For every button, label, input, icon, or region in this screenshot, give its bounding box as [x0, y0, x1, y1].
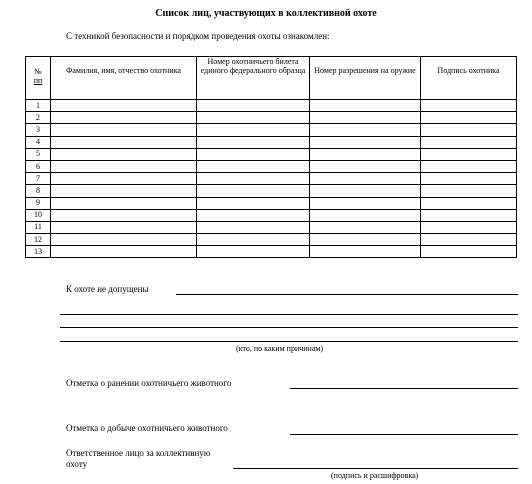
catch-mark-line: [290, 434, 518, 435]
name-cell: [51, 246, 197, 258]
row-number: 1: [26, 100, 51, 112]
table-row: [26, 160, 517, 172]
row-number: 12: [26, 234, 51, 246]
permit-cell: [310, 246, 421, 258]
ticket-cell: [197, 148, 310, 160]
signature-cell: [421, 246, 517, 258]
name-cell: [51, 112, 197, 124]
ticket-cell: [197, 124, 310, 136]
name-cell: [51, 234, 197, 246]
name-cell: [51, 173, 197, 185]
permit-cell: [310, 197, 421, 209]
header-signature: Подпись охотника: [421, 57, 517, 100]
table-row: [26, 221, 517, 233]
permit-cell: [310, 234, 421, 246]
name-cell: [51, 185, 197, 197]
document-title: Список лиц, участвующих в коллективной охоте: [155, 8, 377, 19]
header-full-name: Фамилия, имя, отчество охотника: [51, 57, 197, 100]
row-number: 5: [26, 148, 51, 160]
signature-cell: [421, 173, 517, 185]
signature-cell: [421, 124, 517, 136]
table-row: [26, 100, 517, 112]
header-hunting-ticket: Номер охотничьего билета единого федерального образца: [197, 57, 310, 100]
participants-table: [25, 56, 517, 258]
responsible-signature-line: [233, 468, 518, 469]
permit-cell: [310, 160, 421, 172]
ticket-cell: [197, 185, 310, 197]
signature-cell: [421, 185, 517, 197]
safety-acknowledgement: С техникой безопасности и порядком проведения охоты ознакомлен:: [66, 31, 330, 41]
name-cell: [51, 136, 197, 148]
table-row: [26, 234, 517, 246]
permit-cell: [310, 136, 421, 148]
row-number: 3: [26, 124, 51, 136]
catch-mark-label: Отметка о добыче охотничьего животного: [66, 423, 228, 433]
signature-cell: [421, 160, 517, 172]
responsible-person-label: Ответственное лицо за коллективную охоту: [66, 448, 211, 469]
signature-cell: [421, 136, 517, 148]
table-row: [26, 209, 517, 221]
name-cell: [51, 124, 197, 136]
name-cell: [51, 100, 197, 112]
wound-mark-label: Отметка о ранении охотничьего животного: [66, 378, 232, 388]
permit-cell: [310, 209, 421, 221]
row-number: 4: [26, 136, 51, 148]
permit-cell: [310, 148, 421, 160]
table-row: [26, 136, 517, 148]
signature-cell: [421, 209, 517, 221]
signature-cell: [421, 234, 517, 246]
wound-mark-line: [290, 388, 518, 389]
row-number: 10: [26, 209, 51, 221]
ticket-cell: [197, 246, 310, 258]
ticket-cell: [197, 209, 310, 221]
name-cell: [51, 160, 197, 172]
signature-cell: [421, 197, 517, 209]
ticket-cell: [197, 221, 310, 233]
header-weapon-permit: Номер разрешения на оружие: [310, 57, 421, 100]
row-number: 7: [26, 173, 51, 185]
table-header-row: [26, 57, 517, 100]
name-cell: [51, 148, 197, 160]
not-admitted-label: К охоте не допущены: [66, 284, 149, 294]
signature-cell: [421, 148, 517, 160]
permit-cell: [310, 112, 421, 124]
table-row: [26, 148, 517, 160]
header-pp: пп: [33, 76, 43, 85]
signature-cell: [421, 112, 517, 124]
row-number: 6: [26, 160, 51, 172]
header-number-sign: №: [34, 67, 42, 76]
header-row-number: [26, 57, 51, 100]
signature-cell: [421, 221, 517, 233]
permit-cell: [310, 124, 421, 136]
table-row: [26, 112, 517, 124]
not-admitted-line-3: [60, 327, 518, 328]
row-number: 13: [26, 246, 51, 258]
ticket-cell: [197, 136, 310, 148]
not-admitted-caption: (кто, по каким причинам): [236, 344, 324, 353]
table-row: [26, 197, 517, 209]
permit-cell: [310, 221, 421, 233]
row-number: 9: [26, 197, 51, 209]
ticket-cell: [197, 173, 310, 185]
table-row: [26, 173, 517, 185]
table-row: [26, 124, 517, 136]
permit-cell: [310, 173, 421, 185]
row-number: 2: [26, 112, 51, 124]
permit-cell: [310, 100, 421, 112]
table-row: [26, 185, 517, 197]
ticket-cell: [197, 234, 310, 246]
table-row: [26, 246, 517, 258]
ticket-cell: [197, 100, 310, 112]
permit-cell: [310, 185, 421, 197]
ticket-cell: [197, 112, 310, 124]
name-cell: [51, 197, 197, 209]
not-admitted-line-4: [60, 341, 518, 342]
responsible-signature-caption: (подпись и расшифровка): [331, 471, 419, 480]
ticket-cell: [197, 160, 310, 172]
name-cell: [51, 209, 197, 221]
signature-cell: [421, 100, 517, 112]
not-admitted-line-2: [60, 314, 518, 315]
name-cell: [51, 221, 197, 233]
row-number: 11: [26, 221, 51, 233]
ticket-cell: [197, 197, 310, 209]
not-admitted-line-1: [176, 294, 518, 295]
row-number: 8: [26, 185, 51, 197]
